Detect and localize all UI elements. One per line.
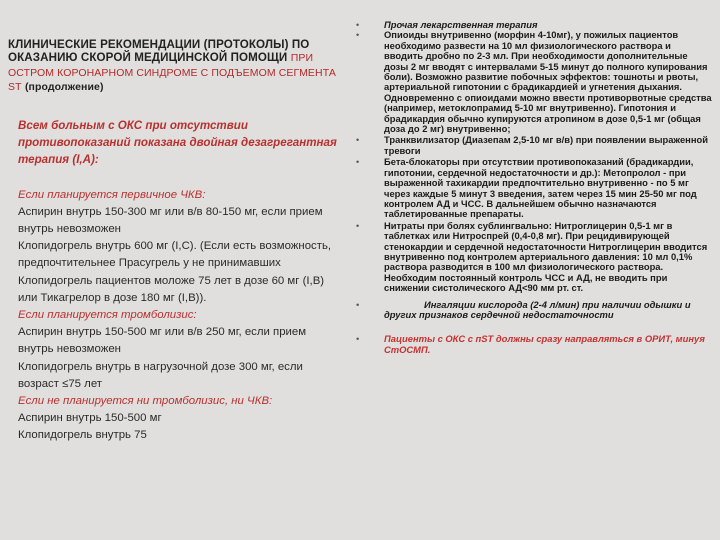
right-column: [356, 20, 712, 355]
bullet-oxygen: [356, 300, 712, 321]
pci-aspirin: Аспирин внутрь 150-300 мг или в/в 80-150 мг, если прием внутрь невозможен: [18, 205, 323, 236]
pci-clopidogrel: Клопидогрель внутрь 600 мг (I,C). (Если есть возможность, предпочтительнее Прасугрель у не принимавших Клопидогрель пациентов моложе 75 лет в дозе 60 мг (I,B) или Тикагрелор в дозе 180 мг (I,B)).: [18, 240, 332, 304]
left-column: [8, 38, 340, 445]
tranquilizer-text: Транквилизатор (Диазепам 2,5-10 мг в/в) при появлении выраженной тревоги: [384, 134, 708, 156]
beta-blockers-text: Бета-блокаторы при отсутствии противопоказаний (брадикардии, гипотонии, сердечной недостаточности и др.): Метопролол - при выраженной тахикардии предпочтительно внутривенно - по 5 мг через каждые 5 минут 3 введения, затем через 15 мин 25-50 мг под контролем АД и ЧСС. В дальнейшем обычно назначаются таблетированные препараты.: [384, 156, 697, 220]
no-reperfusion-clopidogrel: Клопидогрель внутрь 75: [18, 429, 147, 442]
bullet-icon: •: [356, 135, 360, 146]
bullet-icon: •: [356, 220, 360, 231]
bullet-icon: •: [356, 157, 360, 168]
bullet-icon: •: [356, 20, 360, 30]
bullet-beta-blockers: [356, 157, 712, 219]
nitrates-text: Нитраты при болях сублингвально: Нитроглицерин 0,5-1 мг в таблетках или Нитроспрей (0,4-0,8 мг). При рецидивирующей стенокардии и сердечной недостаточности Нитроглицерин вводится внутривенно под контролем артериального давления: 10 мл 0,1% раствора разводится в 100 мл физиологического раствора. Необходим постоянный контроль ЧСС и АД, не вводить при снижении систолического АД<90 мм рт. ст.: [384, 219, 708, 294]
slide-title: [8, 38, 340, 95]
therapy-body: [18, 187, 340, 445]
thrombolysis-clopidogrel: Клопидогрель внутрь в нагрузочной дозе 300 мг, если возраст ≤75 лет: [18, 360, 303, 390]
no-reperfusion-heading: Если не планируется ни тромболизис, ни ЧКВ:: [18, 395, 273, 408]
bullet-icon: •: [356, 299, 360, 310]
no-reperfusion-aspirin: Аспирин внутрь 150-500 мг: [18, 412, 162, 425]
oxygen-text: Ингаляции кислорода (2-4 л/мин) при наличии одышки и других признаков сердечной недостаточности: [384, 298, 691, 320]
thrombolysis-aspirin: Аспирин внутрь 150-500 мг или в/в 250 мг, если прием внутрь невозможен: [18, 326, 307, 356]
thrombolysis-heading: Если планируется тромболизис:: [18, 309, 197, 322]
title-bold: КЛИНИЧЕСКИЕ РЕКОМЕНДАЦИИ (ПРОТОКОЛЫ) ПО ОКАЗАНИЮ СКОРОЙ МЕДИЦИНСКОЙ ПОМОЩИ: [8, 38, 310, 65]
other-therapy-title: Прочая лекарственная терапия: [384, 19, 538, 30]
opioids-text: Опиоиды внутривенно (морфин 4-10мг), у пожилых пациентов необходимо развести на 10 мл физиологического раствора и вводить дробно по 2-3 мл. При необходимости дополнительные дозы 2 мг вводят с интервалами 5-15 минут до полного купирования боли). Возможно развитие побочных эффектов: тошноты и рвоты, артериальной гипотонии с брадикардией и угнетения дыхания. Одновременно с опиоидами можно ввести противорвотные средства (например, метоклопрамид 5-10 мг внутривенно). Гипотония и брадикардия обычно купируются атропином в дозе 0,5-1 мг (общая доза до 2 мг) внутривенно;: [384, 29, 712, 135]
icu-routing-text: Пациенты с ОКС с пST должны сразу направляться в ОРИТ, минуя СтОСМП.: [384, 333, 705, 355]
intro-text: Всем больным с ОКС при отсутствии противопоказаний показана двойная дезагрегантная терапия (I,A):: [18, 118, 337, 166]
pci-heading: Если планируется первичное ЧКВ:: [18, 188, 206, 201]
bullet-tranquilizer: [356, 135, 712, 156]
bullet-opioids: [356, 30, 712, 134]
title-red: ПРИ ОСТРОМ КОРОНАРНОМ СИНДРОМЕ С ПОДЪЕМОМ СЕГМЕНТА ST: [8, 52, 336, 94]
bullet-nitrates: [356, 221, 712, 294]
bullet-icon: •: [356, 334, 360, 345]
title-tail: (продолжение): [24, 81, 104, 94]
bullet-icon: •: [356, 30, 360, 41]
bullet-icu-routing: [356, 334, 712, 355]
